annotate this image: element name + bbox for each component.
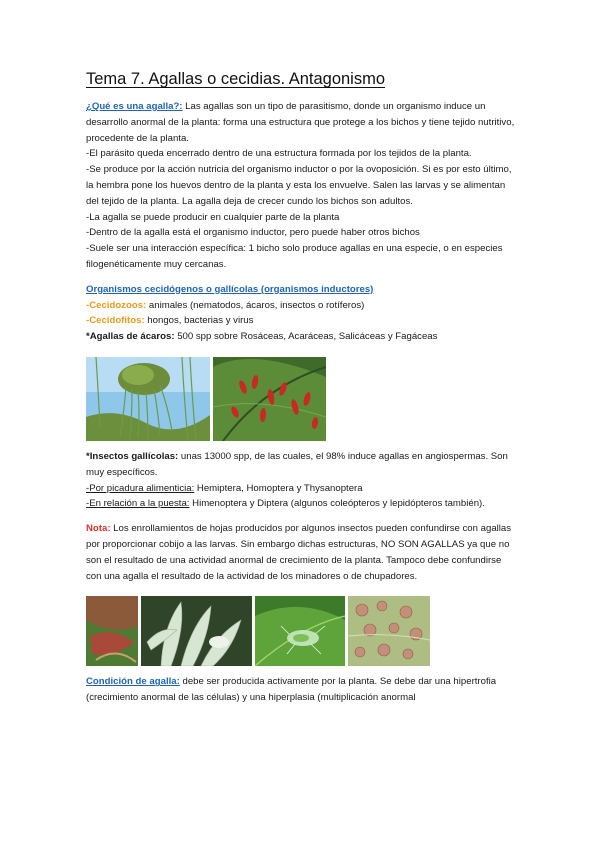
intro-text: Las agallas son un tipo de parasitismo, donde un organismo induce un desarrollo anormal de la planta: forma una estructura que protege a los bichos y tiene tejido nutritivo, procedente de la planta. (86, 101, 515, 144)
condition-paragraph (86, 674, 516, 706)
insects-text: unas 13000 spp, de las cuales, el 98% induce agallas en angiospermas. Son muy específicos. (86, 450, 508, 478)
cecidozoos-label: -Cecidozoos: (86, 299, 147, 311)
organisms-heading: Organismos cecidógenos o gallícolas (organismos inductores) (86, 283, 374, 295)
puesta-text: Himenoptera y Diptera (algunos coleópteros y lepidópteros también). (189, 498, 485, 510)
puesta-line (86, 496, 516, 512)
photo-white-curled-leaves (141, 596, 252, 666)
cecidozoos-line (86, 298, 516, 314)
mite-gall-photos (86, 357, 516, 441)
picadura-text: Hemiptera, Homoptera y Thysanoptera (194, 482, 363, 494)
photo-green-insect-on-leaf (255, 596, 345, 666)
condition-text: debe ser producida activamente por la planta. Se debe dar una hipertrofia (crecimiento anormal de las células) y una hiperplasia (multiplicación anormal (86, 676, 497, 704)
note-text: Los enrollamientos de hojas producidos por algunos insectos pueden confundirse con agallas por proporcionar cobijo a las larvas. Sin embargo dichas estructuras, NO SON AGALLAS ya que no son el resultado de una actividad anormal de crecimiento de la planta. Tampoco debe confundirse con una agalla el resultado de la actividad de los minadores o de chupadores. (86, 523, 512, 582)
cecidofitos-line (86, 313, 516, 329)
acaros-text: 500 spp sobre Rosáceas, Acaráceas, Salicáceas y Fagáceas (174, 331, 438, 343)
picadura-line (86, 481, 516, 497)
picadura-label: -Por picadura alimenticia: (86, 482, 195, 494)
bullet-1: -El parásito queda encerrado dentro de una estructura formada por los tejidos de la planta. (86, 148, 472, 160)
intro-label: ¿Qué es una agalla?: (86, 101, 183, 112)
bullet-3: -La agalla se puede producir en cualquier parte de la planta (86, 211, 340, 223)
intro-paragraph (86, 99, 516, 146)
cecidofitos-text: hongos, bacterias y virus (144, 315, 254, 327)
photo-leaf-roll-red (86, 596, 138, 666)
insect-gall-photos (86, 596, 516, 666)
photo-red-leaf-galls (213, 357, 326, 441)
bullet-4: -Dentro de la agalla está el organismo inductor, pero puede haber otros bichos (86, 227, 420, 239)
cecidozoos-text: animales (nematodos, ácaros, insectos o rotíferos) (146, 299, 365, 311)
photo-hanging-gall (86, 357, 210, 441)
insects-label: *Insectos gallícolas: (86, 450, 179, 462)
cecidofitos-label: -Cecidofitos: (86, 315, 145, 327)
photo-spotted-leaf (348, 596, 430, 666)
bullet-5: -Suele ser una interacción específica: 1 bicho solo produce agallas en una especie, o en especies filogenéticamente muy cercanas. (86, 243, 503, 270)
condition-label: Condición de agalla: (86, 676, 180, 688)
note-label: Nota: (86, 523, 111, 535)
page-title: Tema 7. Agallas o cecidias. Antagonismo (86, 70, 386, 88)
acaros-line (86, 329, 516, 345)
bullet-2: -Se produce por la acción nutricia del organismo inductor o por la ovoposición. Si es por esto último, la hembra pone los huevos dentro de la planta y esta los envuelve. Salen las larvas y se alimentan del tejido de la planta. La agalla deja de crecer cundo los bichos son adultos. (86, 164, 512, 207)
puesta-label: -En relación a la puesta: (86, 498, 190, 510)
acaros-label: *Agallas de ácaros: (86, 331, 175, 343)
document-content (86, 70, 516, 706)
note-paragraph (86, 521, 516, 584)
insects-paragraph (86, 449, 516, 481)
